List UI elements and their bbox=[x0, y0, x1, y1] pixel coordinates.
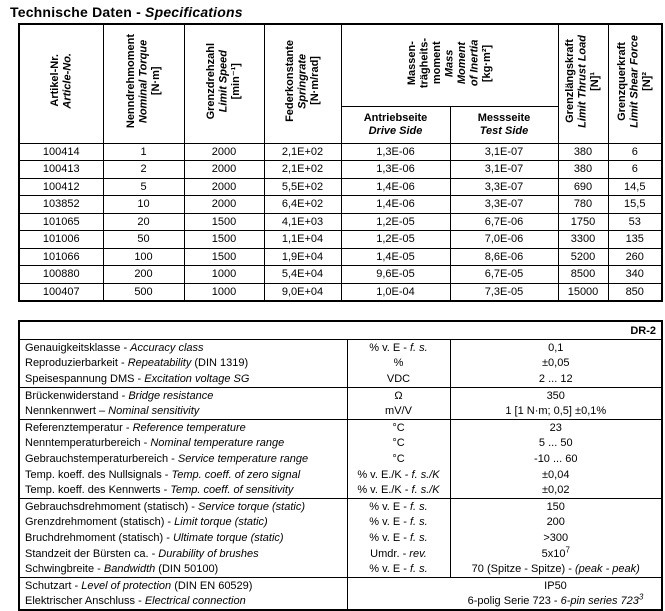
table-cell: 6,4E+02 bbox=[264, 196, 341, 214]
table-cell: 3300 bbox=[558, 231, 608, 249]
label-segment: Referenztemperatur - bbox=[25, 421, 133, 434]
spec-unit bbox=[347, 451, 450, 467]
spec-row bbox=[19, 403, 662, 419]
spec-value bbox=[450, 451, 662, 467]
table-row bbox=[19, 248, 662, 266]
spec-unit-empty bbox=[347, 594, 450, 611]
spec-row bbox=[19, 356, 662, 372]
spec-row bbox=[19, 436, 662, 452]
value-segment: 6-polig Serie 723 - bbox=[467, 595, 561, 608]
table-cell: 53 bbox=[608, 213, 662, 231]
unit-segment: Umdr. - bbox=[370, 547, 410, 560]
rotated-header-text bbox=[406, 38, 494, 88]
subheader-drive-side bbox=[341, 106, 450, 143]
table-cell: 380 bbox=[558, 161, 608, 179]
spec-value bbox=[450, 467, 662, 483]
table-cell: 380 bbox=[558, 143, 608, 161]
table-cell: 1,9E+04 bbox=[264, 248, 341, 266]
table-cell: 9,6E-05 bbox=[341, 266, 450, 284]
subheader-german: Antriebseite bbox=[363, 111, 428, 124]
spec-label bbox=[19, 340, 347, 356]
unit-segment: rev. bbox=[409, 547, 427, 560]
value-segment: 5 ... 50 bbox=[538, 437, 573, 450]
table-cell: 100407 bbox=[19, 283, 103, 301]
table-row bbox=[19, 196, 662, 214]
value-segment: 0,1 bbox=[548, 341, 564, 354]
spec-unit bbox=[347, 561, 450, 577]
table-cell: 1,0E-04 bbox=[341, 283, 450, 301]
spec-label bbox=[19, 498, 347, 514]
table-cell: 103852 bbox=[19, 196, 103, 214]
subheader-german: Messseite bbox=[477, 111, 531, 124]
spec-label bbox=[19, 371, 347, 387]
table-cell: 15000 bbox=[558, 283, 608, 301]
label-segment: Grenzdrehmoment (statisch) - bbox=[25, 516, 175, 529]
unit-segment: f. s. bbox=[410, 516, 428, 529]
header-line: Article-No. bbox=[61, 53, 74, 110]
spec-row bbox=[19, 498, 662, 514]
label-segment: Gebrauchstemperaturbereich - bbox=[25, 452, 178, 465]
unit-segment: f. s. bbox=[410, 531, 428, 544]
subheader-english: Test Side bbox=[479, 124, 529, 137]
label-segment: (DIN 1319) bbox=[191, 357, 249, 370]
column-header-artikel-nr bbox=[19, 24, 103, 143]
header-line: Limit Shear Force bbox=[628, 34, 641, 128]
rotated-header-text bbox=[616, 35, 654, 128]
header-line: Nenndrehmoment bbox=[124, 34, 137, 129]
spec-value bbox=[450, 515, 662, 531]
spec-value bbox=[450, 594, 662, 611]
spec-row bbox=[19, 561, 662, 577]
spec-label bbox=[19, 530, 347, 546]
header-line: Mass bbox=[443, 48, 456, 77]
label-segment: Bandwidth bbox=[103, 563, 156, 576]
table-cell: 4,1E+03 bbox=[264, 213, 341, 231]
table-cell: 6,7E-05 bbox=[450, 266, 558, 284]
label-segment: Service temperature range bbox=[177, 452, 309, 465]
spec-value bbox=[450, 436, 662, 452]
value-segment: (peak - peak) bbox=[575, 563, 640, 576]
table-cell: 101065 bbox=[19, 213, 103, 231]
table-cell: 8500 bbox=[558, 266, 608, 284]
value-segment: ±0,05 bbox=[542, 357, 570, 370]
table-cell: 3,3E-07 bbox=[450, 178, 558, 196]
table-cell: 1500 bbox=[184, 248, 264, 266]
spec-row bbox=[19, 467, 662, 483]
spec-value bbox=[450, 419, 662, 435]
value-segment: 6-pin series 723 bbox=[560, 595, 639, 608]
unit-segment: f. s. bbox=[410, 563, 428, 576]
value-segment: 2 ... 12 bbox=[538, 372, 573, 385]
subheader-test-side bbox=[450, 106, 558, 143]
spec-row bbox=[19, 530, 662, 546]
page-title bbox=[10, 4, 665, 20]
header-line: Moment bbox=[455, 41, 468, 84]
unit-segment: % bbox=[393, 357, 404, 370]
column-header-grenzquerkraft bbox=[608, 24, 662, 143]
spec-unit bbox=[347, 356, 450, 372]
header-row-rotated bbox=[19, 24, 662, 106]
spec-label bbox=[19, 594, 347, 611]
value-segment: 23 bbox=[549, 421, 562, 434]
column-header-massentraegheitsmoment bbox=[341, 24, 558, 106]
table-cell: 850 bbox=[608, 283, 662, 301]
header-line: Federkonstante bbox=[283, 40, 296, 123]
table-cell: 1,4E-05 bbox=[341, 248, 450, 266]
unit-segment: Ω bbox=[394, 389, 403, 402]
spec-row bbox=[19, 577, 662, 593]
table-cell: 340 bbox=[608, 266, 662, 284]
unit-segment: VDC bbox=[386, 372, 411, 385]
rotated-header-text bbox=[205, 43, 243, 119]
spec-value bbox=[450, 356, 662, 372]
spec-label bbox=[19, 561, 347, 577]
table-cell: 2 bbox=[103, 161, 184, 179]
unit-segment: °C bbox=[392, 437, 405, 450]
spec-row bbox=[19, 419, 662, 435]
label-segment: Bruchdrehmoment (statisch) - bbox=[25, 531, 173, 544]
general-data-table-body bbox=[19, 321, 662, 610]
model-badge: DR-2 bbox=[19, 321, 662, 340]
value-segment: 70 (Spitze - Spitze) - bbox=[471, 563, 575, 576]
spec-label bbox=[19, 515, 347, 531]
table-cell: 200 bbox=[103, 266, 184, 284]
rotated-header-text bbox=[125, 34, 163, 128]
spec-row bbox=[19, 594, 662, 611]
label-segment: Repeatability bbox=[127, 357, 192, 370]
table-cell: 6,7E-06 bbox=[450, 213, 558, 231]
spec-value bbox=[450, 403, 662, 419]
spec-label bbox=[19, 467, 347, 483]
table-cell: 690 bbox=[558, 178, 608, 196]
header-line: [N]² bbox=[641, 71, 653, 91]
table-cell: 6 bbox=[608, 143, 662, 161]
label-segment: Limit torque (static) bbox=[174, 516, 268, 529]
spec-unit bbox=[347, 467, 450, 483]
spec-unit-empty bbox=[347, 577, 450, 593]
table-cell: 10 bbox=[103, 196, 184, 214]
label-segment: Temp. coeff. of zero signal bbox=[171, 468, 301, 481]
spec-label bbox=[19, 546, 347, 562]
rotated-header-text bbox=[284, 40, 322, 122]
label-segment: Level of protection bbox=[81, 579, 172, 592]
spec-value bbox=[450, 530, 662, 546]
table-cell: 20 bbox=[103, 213, 184, 231]
table-cell: 1750 bbox=[558, 213, 608, 231]
table-cell: 260 bbox=[608, 248, 662, 266]
datasheet-page bbox=[0, 4, 665, 611]
table-cell: 7,0E-06 bbox=[450, 231, 558, 249]
table-cell: 135 bbox=[608, 231, 662, 249]
value-segment: ±0,04 bbox=[542, 468, 570, 481]
page-title-english: Specifications bbox=[145, 4, 243, 20]
spec-unit bbox=[347, 530, 450, 546]
table-cell: 2000 bbox=[184, 196, 264, 214]
table-cell: 1500 bbox=[184, 231, 264, 249]
table-cell: 9,0E+04 bbox=[264, 283, 341, 301]
spec-unit bbox=[347, 482, 450, 498]
label-segment: Nennkennwert – bbox=[25, 405, 109, 418]
specifications-table-body bbox=[19, 143, 662, 301]
unit-segment: % v. E - bbox=[369, 341, 410, 354]
value-segment: ±0,02 bbox=[542, 484, 570, 497]
table-cell: 2000 bbox=[184, 178, 264, 196]
table-cell: 8,6E-06 bbox=[450, 248, 558, 266]
spec-row bbox=[19, 340, 662, 356]
spec-row bbox=[19, 451, 662, 467]
specifications-table-header bbox=[19, 24, 662, 143]
label-segment: Durability of brushes bbox=[158, 547, 259, 560]
label-segment: Nominal temperature range bbox=[150, 437, 285, 450]
spec-value bbox=[450, 577, 662, 593]
spec-unit bbox=[347, 403, 450, 419]
table-cell: 1,3E-06 bbox=[341, 143, 450, 161]
spec-row bbox=[19, 387, 662, 403]
table-cell: 6 bbox=[608, 161, 662, 179]
label-segment: (DIN 50100) bbox=[155, 563, 219, 576]
table-row bbox=[19, 283, 662, 301]
subheader-english: Drive Side bbox=[368, 124, 423, 137]
spec-value bbox=[450, 482, 662, 498]
spec-row bbox=[19, 482, 662, 498]
label-segment: Temp. koeff. des Kennwerts - bbox=[25, 484, 171, 497]
table-row bbox=[19, 266, 662, 284]
table-cell: 14,5 bbox=[608, 178, 662, 196]
label-segment: Bridge resistance bbox=[128, 389, 214, 402]
table-cell: 1000 bbox=[184, 266, 264, 284]
general-data-table bbox=[18, 320, 663, 611]
table-cell: 100 bbox=[103, 248, 184, 266]
spec-value bbox=[450, 498, 662, 514]
value-segment: 5x10 bbox=[541, 547, 566, 560]
header-line: Grenzdrehzahl bbox=[205, 43, 218, 120]
header-line: [N·m] bbox=[149, 66, 162, 96]
header-line: [N]¹ bbox=[589, 71, 602, 91]
label-segment: Temp. coeff. of sensitivity bbox=[170, 484, 294, 497]
spec-row bbox=[19, 515, 662, 531]
header-line: [kg·m²] bbox=[480, 44, 493, 82]
label-segment: Speisespannung DMS - bbox=[25, 372, 145, 385]
value-segment: 200 bbox=[546, 516, 565, 529]
unit-segment: % v. E./K - bbox=[357, 468, 412, 481]
label-segment: Standzeit der Bürsten ca. - bbox=[25, 547, 159, 560]
table-cell: 2000 bbox=[184, 143, 264, 161]
label-segment: Elektrischer Anschluss - bbox=[25, 595, 145, 608]
value-segment: 7 bbox=[565, 544, 570, 554]
spec-label bbox=[19, 387, 347, 403]
spec-unit bbox=[347, 515, 450, 531]
label-segment: Reproduzierbarkeit - bbox=[25, 357, 128, 370]
spec-label bbox=[19, 356, 347, 372]
header-line: Nominal Torque bbox=[137, 39, 150, 123]
table-cell: 780 bbox=[558, 196, 608, 214]
table-cell: 3,1E-07 bbox=[450, 143, 558, 161]
table-cell: 1500 bbox=[184, 213, 264, 231]
rotated-header-text bbox=[49, 53, 74, 109]
table-cell: 15,5 bbox=[608, 196, 662, 214]
header-line: Massen- bbox=[405, 40, 418, 85]
table-cell: 3,1E-07 bbox=[450, 161, 558, 179]
table-cell: 3,3E-07 bbox=[450, 196, 558, 214]
label-segment: Ultimate torque (static) bbox=[172, 531, 284, 544]
rotated-header-text bbox=[564, 35, 602, 128]
unit-segment: mV/V bbox=[385, 405, 412, 418]
label-segment: Genauigkeitsklasse - bbox=[25, 341, 131, 354]
header-line: trägheits- bbox=[418, 37, 431, 88]
table-row bbox=[19, 213, 662, 231]
column-header-nenndrehmoment bbox=[103, 24, 184, 143]
spec-unit bbox=[347, 419, 450, 435]
spec-value bbox=[450, 340, 662, 356]
table-cell: 100412 bbox=[19, 178, 103, 196]
spec-unit bbox=[347, 436, 450, 452]
table-cell: 1,1E+04 bbox=[264, 231, 341, 249]
table-cell: 5 bbox=[103, 178, 184, 196]
label-segment: Reference temperature bbox=[132, 421, 246, 434]
table-cell: 1,3E-06 bbox=[341, 161, 450, 179]
spec-unit bbox=[347, 387, 450, 403]
header-line: Limit Speed bbox=[217, 50, 230, 113]
label-segment: Brückenwiderstand - bbox=[25, 389, 129, 402]
unit-segment: % v. E - bbox=[369, 500, 410, 513]
value-segment: >300 bbox=[543, 531, 569, 544]
table-cell: 500 bbox=[103, 283, 184, 301]
table-cell: 50 bbox=[103, 231, 184, 249]
header-line: Limit Thrust Load bbox=[576, 34, 589, 128]
header-line: [min⁻¹] bbox=[230, 63, 243, 100]
value-segment: 350 bbox=[546, 389, 565, 402]
spec-value bbox=[450, 546, 662, 562]
spec-value bbox=[450, 371, 662, 387]
unit-segment: % v. E - bbox=[369, 563, 410, 576]
table-cell: 5,4E+04 bbox=[264, 266, 341, 284]
specifications-table bbox=[18, 23, 663, 302]
unit-segment: f. s./K bbox=[411, 468, 440, 481]
spec-value bbox=[450, 561, 662, 577]
value-segment: -10 ... 60 bbox=[534, 452, 578, 465]
spec-row bbox=[19, 371, 662, 387]
table-row bbox=[19, 143, 662, 161]
column-header-grenzdrehzahl bbox=[184, 24, 264, 143]
table-cell: 7,3E-05 bbox=[450, 283, 558, 301]
unit-segment: % v. E./K - bbox=[357, 484, 412, 497]
header-line: Grenzlängskraft bbox=[564, 39, 577, 124]
header-line: moment bbox=[430, 41, 443, 85]
label-segment: Temp. koeff. des Nullsignals - bbox=[25, 468, 172, 481]
table-cell: 1,2E-05 bbox=[341, 213, 450, 231]
spec-label bbox=[19, 419, 347, 435]
table-cell: 101066 bbox=[19, 248, 103, 266]
table-cell: 100413 bbox=[19, 161, 103, 179]
label-segment: Nenntemperaturbereich - bbox=[25, 437, 151, 450]
header-line: of Inertia bbox=[468, 39, 481, 86]
header-line: [N·m/rad] bbox=[308, 56, 321, 106]
label-segment: Nominal sensitivity bbox=[108, 405, 200, 418]
spec-label bbox=[19, 577, 347, 593]
label-segment: Schwingbreite - bbox=[25, 563, 104, 576]
table-cell: 1000 bbox=[184, 283, 264, 301]
spec-unit bbox=[347, 498, 450, 514]
table-cell: 100880 bbox=[19, 266, 103, 284]
column-header-grenzlaengskraft bbox=[558, 24, 608, 143]
label-segment: Service torque (static) bbox=[198, 500, 305, 513]
header-line: Artikel-Nr. bbox=[48, 54, 61, 108]
unit-segment: % v. E - bbox=[369, 516, 410, 529]
table-cell: 2,1E+02 bbox=[264, 161, 341, 179]
model-badge-row bbox=[19, 321, 662, 340]
table-row bbox=[19, 178, 662, 196]
table-cell: 1 bbox=[103, 143, 184, 161]
value-segment: 3 bbox=[638, 592, 644, 602]
table-row bbox=[19, 231, 662, 249]
value-segment: 150 bbox=[546, 500, 565, 513]
value-segment: 1 [1 N·m; 0,5] ±0,1% bbox=[505, 405, 607, 418]
spec-label bbox=[19, 436, 347, 452]
page-title-german: Technische Daten - bbox=[10, 4, 146, 20]
label-segment: (DIN EN 60529) bbox=[171, 579, 253, 592]
spec-label bbox=[19, 482, 347, 498]
table-cell: 2000 bbox=[184, 161, 264, 179]
label-segment: Schutzart - bbox=[25, 579, 82, 592]
header-line: Springrate bbox=[296, 53, 309, 109]
value-segment: IP50 bbox=[544, 579, 567, 592]
unit-segment: °C bbox=[392, 421, 405, 434]
label-segment: Accuracy class bbox=[130, 341, 204, 354]
table-cell: 101006 bbox=[19, 231, 103, 249]
table-cell: 1,4E-06 bbox=[341, 196, 450, 214]
spec-value bbox=[450, 387, 662, 403]
spec-label bbox=[19, 403, 347, 419]
spec-unit bbox=[347, 340, 450, 356]
label-segment: Electrical connection bbox=[144, 595, 246, 608]
label-segment: Gebrauchsdrehmoment (statisch) - bbox=[25, 500, 199, 513]
unit-segment: f. s./K bbox=[411, 484, 440, 497]
table-row bbox=[19, 161, 662, 179]
unit-segment: f. s. bbox=[410, 500, 428, 513]
spec-label bbox=[19, 451, 347, 467]
table-cell: 2,1E+02 bbox=[264, 143, 341, 161]
table-cell: 5200 bbox=[558, 248, 608, 266]
header-line: Grenzquerkraft bbox=[616, 41, 628, 121]
table-cell: 5,5E+02 bbox=[264, 178, 341, 196]
unit-segment: °C bbox=[392, 452, 405, 465]
table-cell: 100414 bbox=[19, 143, 103, 161]
spec-unit bbox=[347, 546, 450, 562]
spec-row bbox=[19, 546, 662, 562]
table-cell: 1,2E-05 bbox=[341, 231, 450, 249]
table-cell: 1,4E-06 bbox=[341, 178, 450, 196]
spec-unit bbox=[347, 371, 450, 387]
unit-segment: f. s. bbox=[410, 341, 428, 354]
column-header-federkonstante bbox=[264, 24, 341, 143]
label-segment: Excitation voltage SG bbox=[144, 372, 250, 385]
unit-segment: % v. E - bbox=[369, 531, 410, 544]
